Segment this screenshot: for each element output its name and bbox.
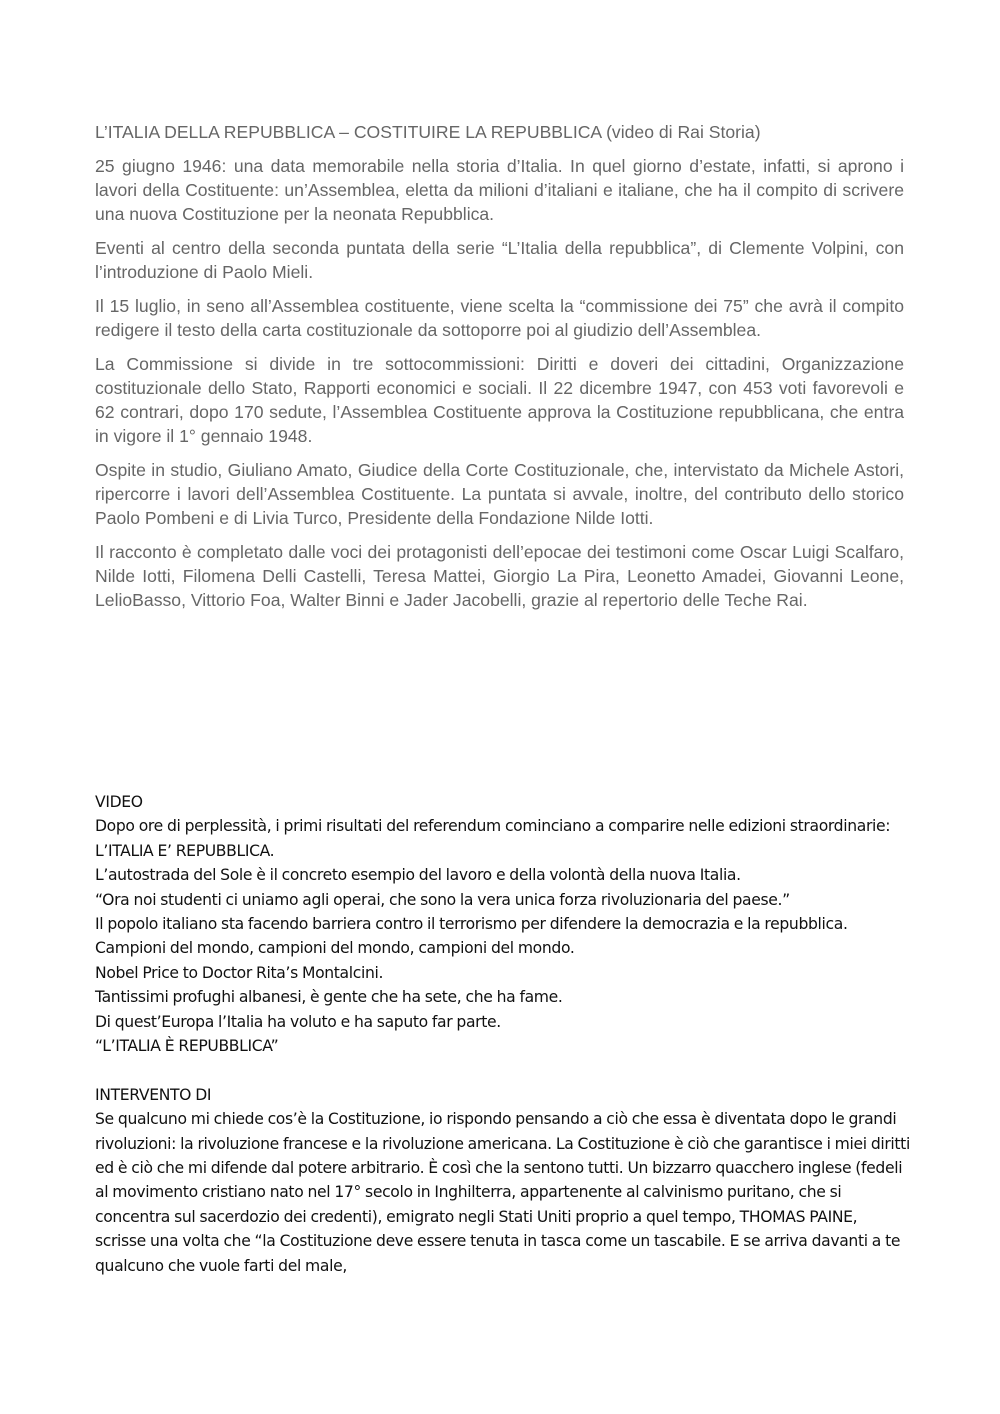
article-paragraph: 25 giugno 1946: una data memorabile nella storia d’Italia. In quel giorno d’estate, infatti, si aprono i lavori della Costituente: un’Assemblea, eletta da milioni d’italiani e italiane, che ha il compito di scrivere una nuova Costituzione per la neonata Repubblica. bbox=[95, 156, 904, 224]
intervento-text: Se qualcuno mi chiede cos’è la Costituzione, io rispondo pensando a ciò che essa è diventata dopo le grandi rivoluzioni: la rivoluzione francese e la rivoluzione americana. La Costituzione è ciò che garantisce i miei diritti ed è ciò che mi difende dal potere arbitrario. È così che la sentono tutti. Un bizzarro quacchero inglese (fedeli al movimento cristiano nato nel 17° secolo in Inghilterra, appartenente al calvinismo puritano, che si concentra sul sacerdozio dei credenti), emigrato negli Stati Uniti proprio a quel tempo, THOMAS PAINE, scrisse una volta che “la Costituzione deve essere tenuta in tasca come un tascabile. E se arriva davanti a te qualcuno che vuole farti del male, bbox=[95, 1110, 910, 1275]
article-title: L’ITALIA DELLA REPUBBLICA – COSTITUIRE LA REPUBBLICA (video di Rai Storia) bbox=[95, 122, 761, 142]
video-line: L’autostrada del Sole è il concreto esempio del lavoro e della volontà della nuova Italia. bbox=[95, 866, 741, 885]
video-line: Il popolo italiano sta facendo barriera contro il terrorismo per difendere la democrazia e la repubblica. bbox=[95, 915, 848, 934]
article-paragraph: Il 15 luglio, in seno all’Assemblea costituente, viene scelta la “commissione dei 75” che avrà il compito redigere il testo della carta costituzionale da sottoporre poi al giudizio dell’Assemblea. bbox=[95, 296, 904, 340]
video-line: Di quest’Europa l’Italia ha voluto e ha saputo far parte. bbox=[95, 1012, 501, 1031]
video-line: Campioni del mondo, campioni del mondo, campioni del mondo. bbox=[95, 939, 575, 958]
video-line: Tantissimi profughi albanesi, è gente che ha sete, che ha fame. bbox=[95, 988, 563, 1007]
video-line: Dopo ore di perplessità, i primi risultati del referendum cominciano a comparire nelle edizioni straordinarie: L’ITALIA E’ REPUBBLICA. bbox=[95, 817, 891, 860]
section-spacer bbox=[95, 1058, 910, 1082]
transcript-section bbox=[95, 790, 910, 1278]
video-line: “L’ITALIA È REPUBBLICA” bbox=[95, 1037, 279, 1056]
article-section bbox=[95, 120, 904, 622]
video-line: Nobel Price to Doctor Rita’s Montalcini. bbox=[95, 963, 384, 982]
video-heading: VIDEO bbox=[95, 793, 143, 811]
article-paragraph: Eventi al centro della seconda puntata della serie “L’Italia della repubblica”, di Clemente Volpini, con l’introduzione di Paolo Mieli. bbox=[95, 238, 904, 282]
article-paragraph: Ospite in studio, Giuliano Amato, Giudice della Corte Costituzionale, che, intervistato da Michele Astori, ripercorre i lavori dell’Assemblea Costituente. La puntata si avvale, inoltre, del contributo dello storico Paolo Pombeni e di Livia Turco, Presidente della Fondazione Nilde Iotti. bbox=[95, 460, 904, 528]
article-paragraph: La Commissione si divide in tre sottocommissioni: Diritti e doveri dei cittadini, Organizzazione costituzionale dello Stato, Rapporti economici e sociali. Il 22 dicembre 1947, con 453 voti favorevoli e 62 contrari, dopo 170 sedute, l’Assemblea Costituente approva la Costituzione repubblicana, che entra in vigore il 1° gennaio 1948. bbox=[95, 354, 904, 446]
article-paragraph: Il racconto è completato dalle voci dei protagonisti dell’epocae dei testimoni come Oscar Luigi Scalfaro, Nilde Iotti, Filomena Delli Castelli, Teresa Mattei, Giorgio La Pira, Leonetto Amadei, Giovanni Leone, LelioBasso, Vittorio Foa, Walter Binni e Jader Jacobelli, grazie al repertorio delle Teche Rai. bbox=[95, 542, 904, 610]
video-line: “Ora noi studenti ci uniamo agli operai, che sono la vera unica forza rivoluzionaria del paese.” bbox=[95, 890, 790, 909]
intervento-heading: INTERVENTO DI bbox=[95, 1085, 212, 1104]
